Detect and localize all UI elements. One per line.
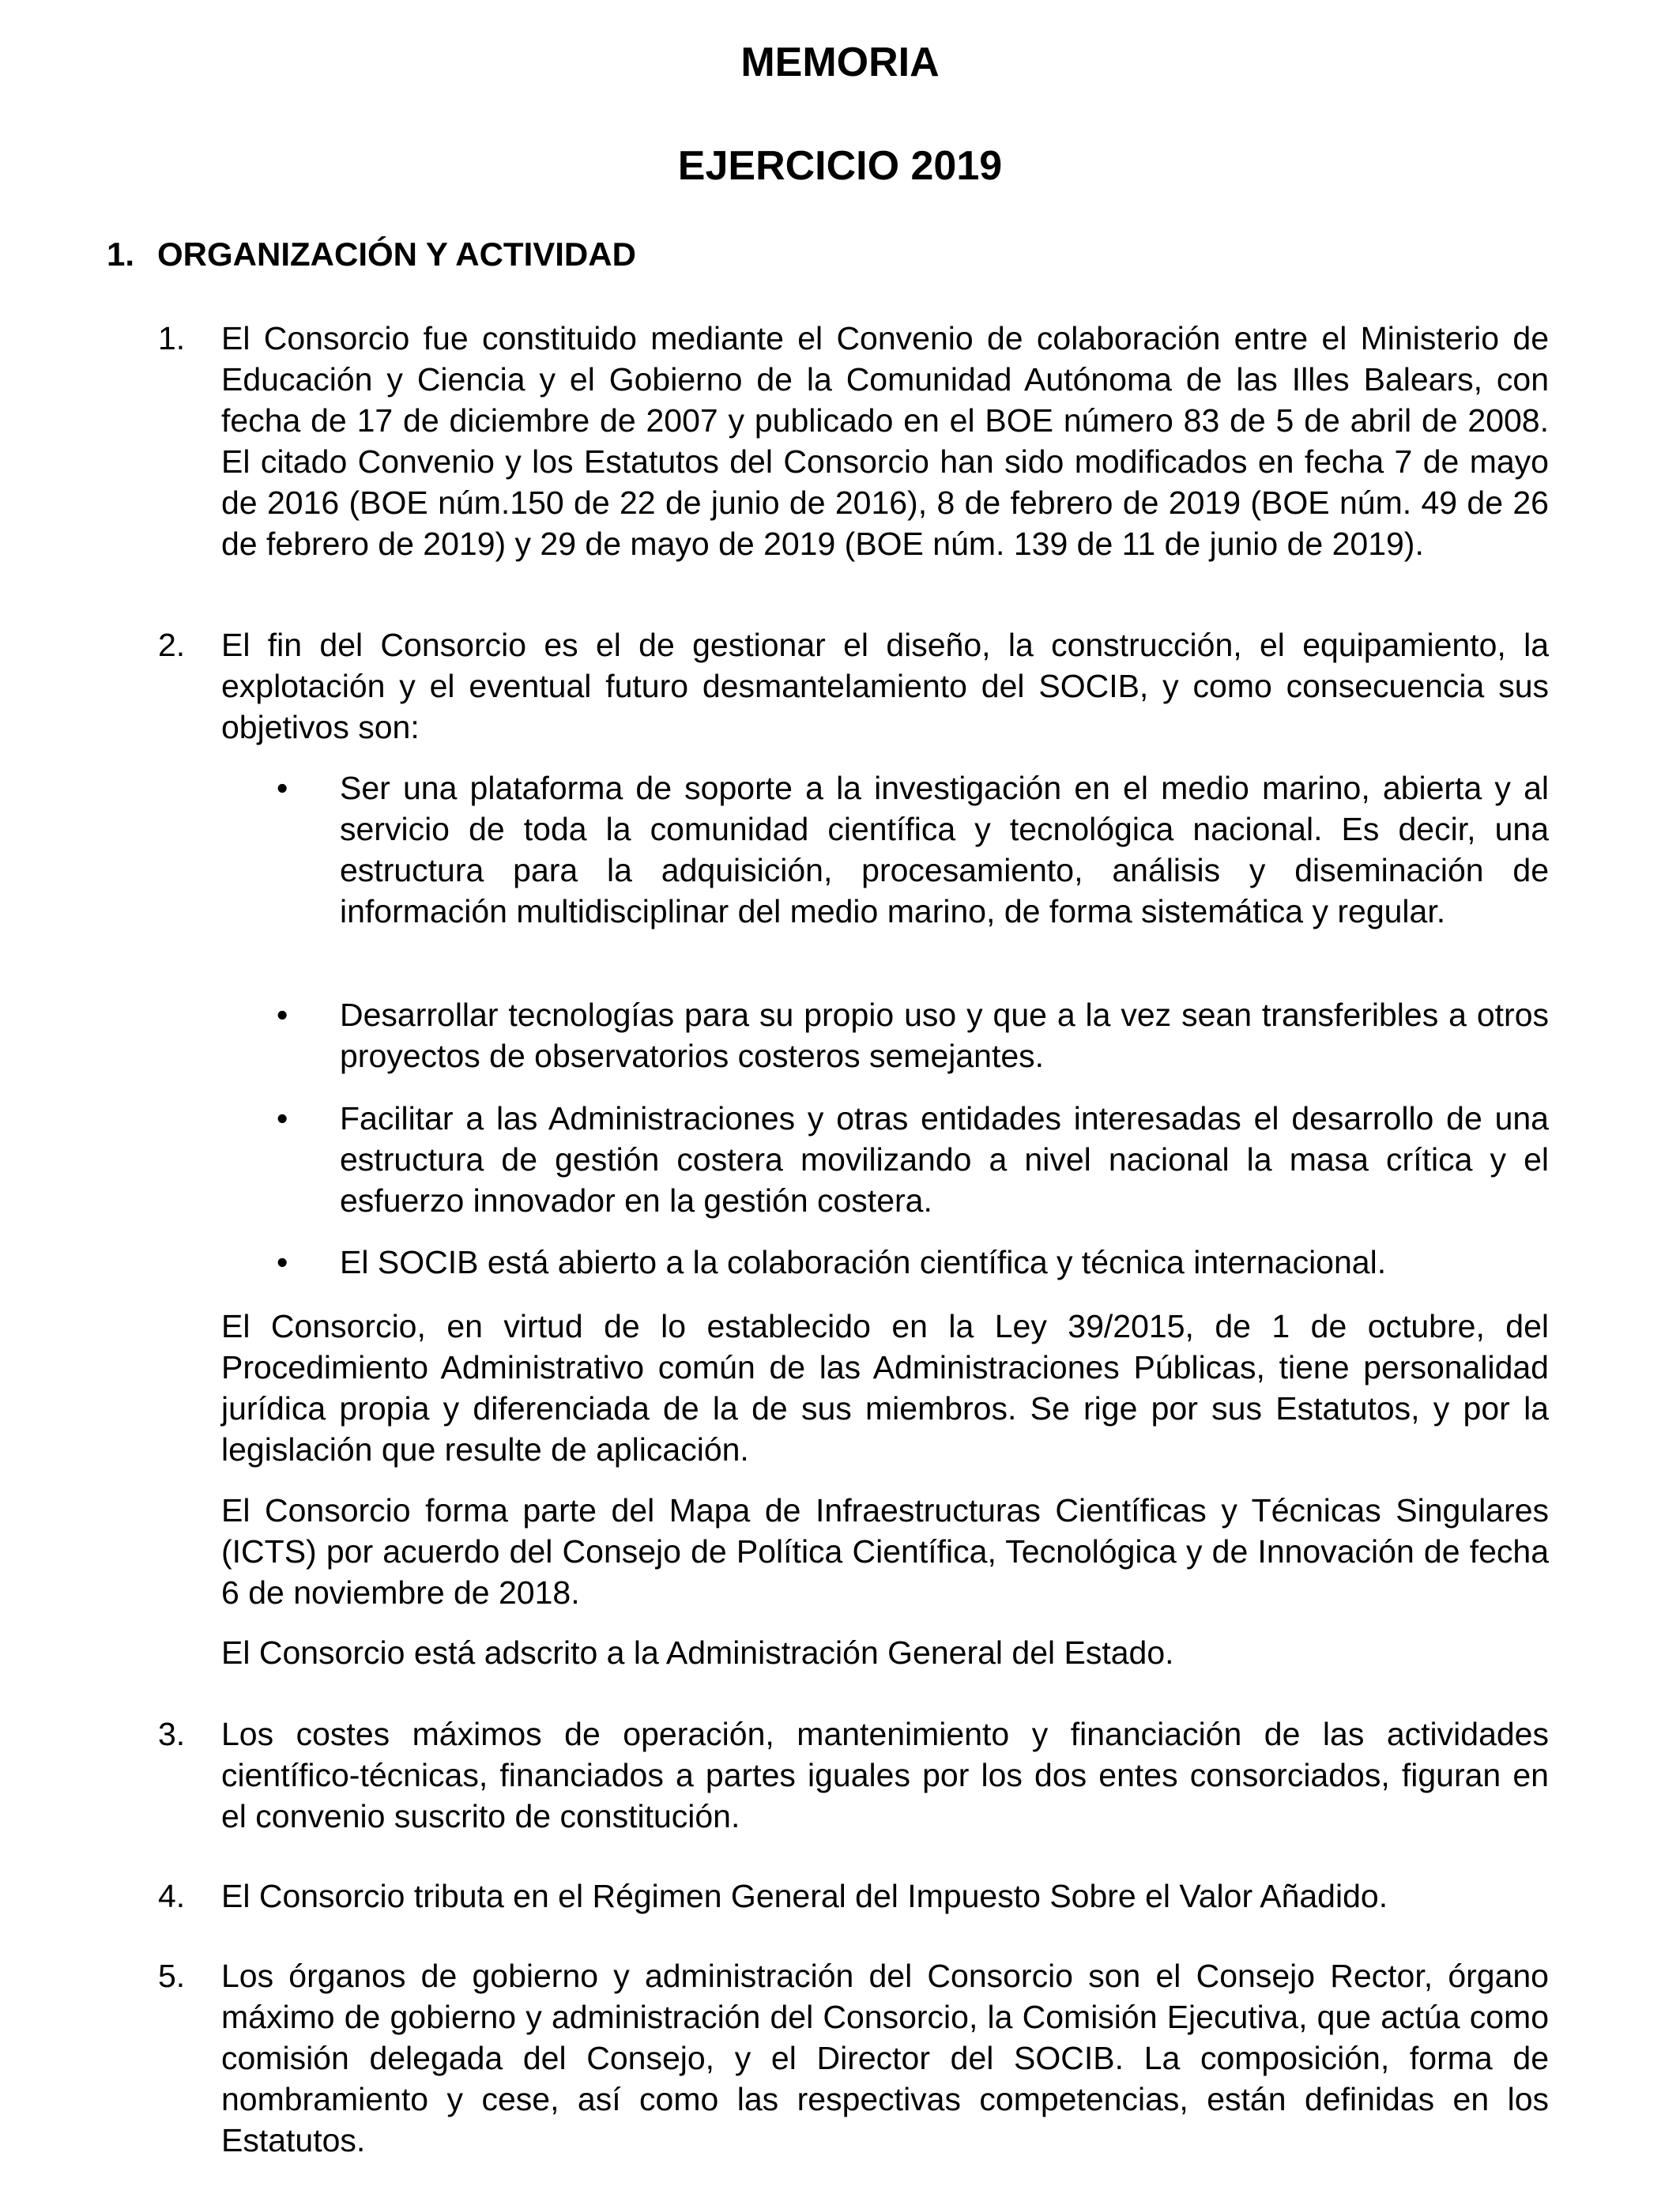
- list-item-text: El Consorcio tributa en el Régimen General del Impuesto Sobre el Valor Añadido.: [221, 1878, 1388, 1914]
- list-item-text: El Consorcio fue constituido mediante el Convenio de colaboración entre el Ministerio de Educación y Ciencia y el Gobierno de la Comunidad Autónoma de las Illes Balears, con fecha de 17 de diciembre de 2007 y publicado en el BOE número 83 de 5 de abril de 2008. El citado Convenio y los Estatutos del Consorcio han sido modificados en fecha 7 de mayo de 2016 (BOE núm.150 de 22 de junio de 2016), 8 de febrero de 2019 (BOE núm. 49 de 26 de febrero de 2019) y 29 de mayo de 2019 (BOE núm. 139 de 11 de junio de 2019).: [221, 320, 1549, 562]
- bullet-dot: •: [277, 770, 288, 806]
- document-title: MEMORIA: [740, 40, 940, 85]
- section-heading-text: ORGANIZACIÓN Y ACTIVIDAD: [157, 236, 636, 273]
- paragraph-icts: El Consorcio forma parte del Mapa de Infraestructuras Científicas y Técnicas Singulares (ICTS) por acuerdo del Consejo de Política Científica, Tecnológica y de Innovación de fecha 6 de noviembre de 2018.: [221, 1492, 1549, 1611]
- list-item-marker: 5.: [158, 1958, 186, 1994]
- list-item-marker: 2.: [158, 627, 186, 663]
- bullet-text: Ser una plataforma de soporte a la investigación en el medio marino, abierta y al servicio de toda la comunidad científica y tecnológica nacional. Es decir, una estructura para la adquisición, procesamiento, análisis y diseminación de información multidisciplinar del medio marino, de forma sistemática y regular.: [340, 770, 1549, 929]
- paragraph-adscription: El Consorcio está adscrito a la Administración General del Estado.: [221, 1634, 1174, 1671]
- paragraph-legal-status: El Consorcio, en virtud de lo establecido en la Ley 39/2015, de 1 de octubre, del Procedimiento Administrativo común de las Administraciones Públicas, tiene personalidad jurídica propia y diferenciada de la de sus miembros. Se rige por sus Estatutos, y por la legislación que resulte de aplicación.: [221, 1308, 1549, 1468]
- list-item-marker: 4.: [158, 1878, 186, 1914]
- section-number: 1.: [107, 236, 135, 273]
- bullet-dot: •: [277, 1244, 288, 1280]
- section-heading: [107, 234, 636, 275]
- bullet-text: Desarrollar tecnologías para su propio uso y que a la vez sean transferibles a otros proyectos de observatorios costeros semejantes.: [340, 997, 1549, 1074]
- document-subtitle: EJERCICIO 2019: [677, 143, 1003, 189]
- list-item-marker: 1.: [158, 320, 186, 356]
- list-item-text: Los costes máximos de operación, mantenimiento y financiación de las actividades científico-técnicas, financiados a partes iguales por los dos entes consorciados, figuran en el convenio suscrito de constitución.: [221, 1716, 1549, 1834]
- list-item-text: Los órganos de gobierno y administración del Consorcio son el Consejo Rector, órgano máximo de gobierno y administración del Consorcio, la Comisión Ejecutiva, que actúa como comisión delegada del Consejo, y el Director del SOCIB. La composición, forma de nombramiento y cese, así como las respectivas competencias, están definidas en los Estatutos.: [221, 1958, 1549, 2158]
- list-item-marker: 3.: [158, 1716, 186, 1752]
- list-item-text: El fin del Consorcio es el de gestionar el diseño, la construcción, el equipamiento, la explotación y el eventual futuro desmantelamiento del SOCIB, y como consecuencia sus objetivos son:: [221, 627, 1549, 745]
- bullet-dot: •: [277, 997, 288, 1033]
- bullet-text: Facilitar a las Administraciones y otras entidades interesadas el desarrollo de una estructura de gestión costera movilizando a nivel nacional la masa crítica y el esfuerzo innovador en la gestión costera.: [340, 1100, 1549, 1219]
- bullet-dot: •: [277, 1100, 288, 1137]
- bullet-text: El SOCIB está abierto a la colaboración científica y técnica internacional.: [340, 1244, 1387, 1280]
